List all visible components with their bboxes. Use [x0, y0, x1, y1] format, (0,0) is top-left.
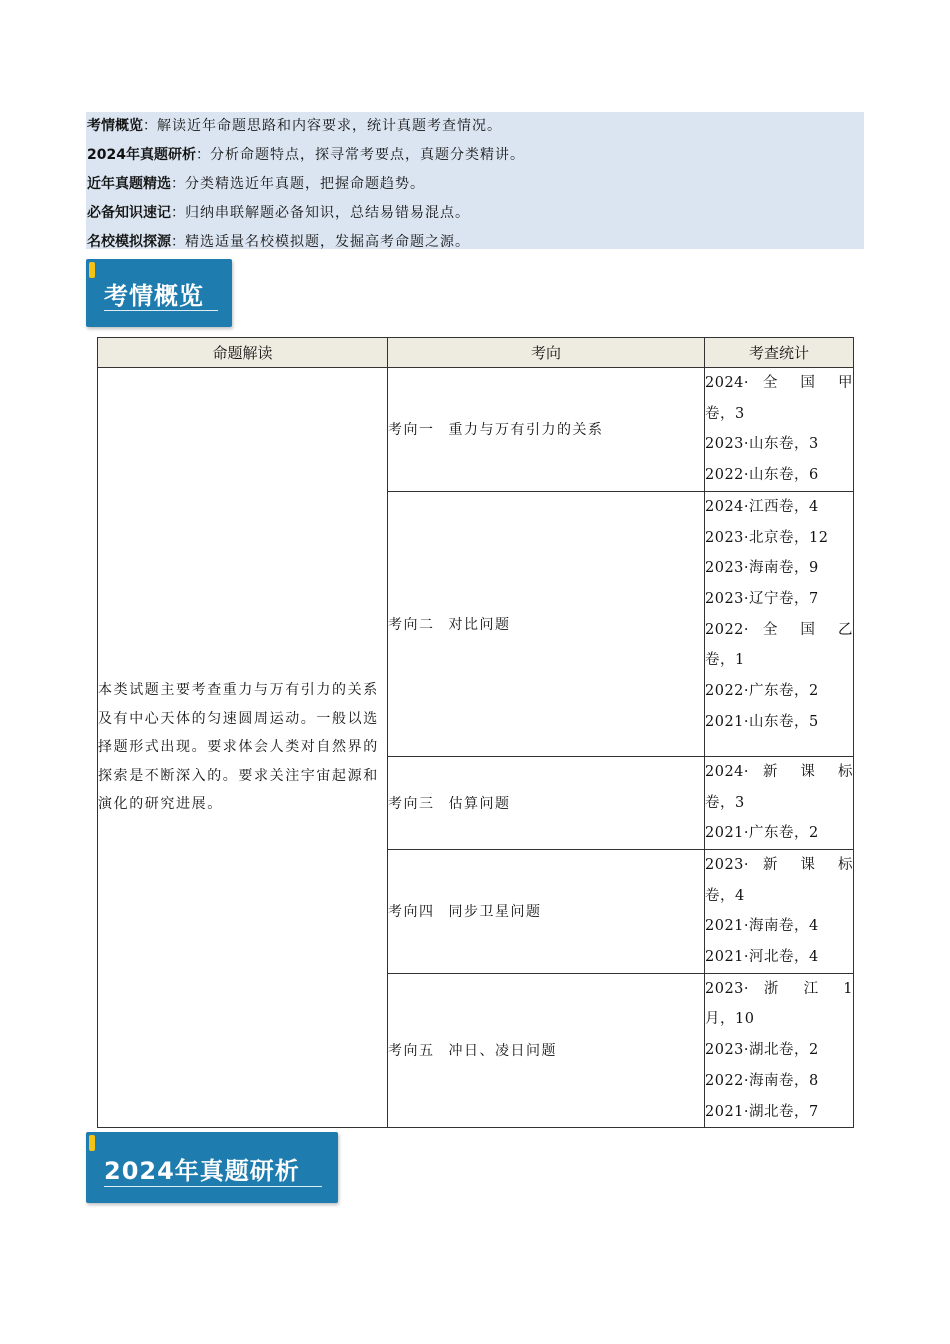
stat-line: 2023· 新 课 标: [705, 856, 853, 873]
header-interpretation: 命题解读: [98, 338, 388, 368]
stat-line: 2023·湖北卷，2: [705, 1042, 819, 1059]
stat-line: 2022·广东卷，2: [705, 683, 819, 700]
stat-line: 2021·广东卷，2: [705, 825, 819, 842]
banner-underline: [104, 1186, 322, 1187]
intro-sep: ：: [171, 205, 185, 221]
direction-cell: [388, 756, 705, 849]
stat-line: 卷，3: [705, 794, 745, 811]
stat-line: 月，10: [705, 1011, 755, 1028]
stat-line: 2024· 全 国 甲: [705, 375, 853, 391]
intro-sep: ：: [195, 147, 210, 163]
intro-row: [86, 170, 864, 199]
stat-line: 2023·海南卷，9: [705, 560, 819, 577]
intro-value: 精选适量名校模拟题，发掘高考命题之源。: [185, 234, 470, 250]
banner-accent: [89, 262, 95, 278]
stats-cell: [705, 849, 854, 973]
intro-panel: [86, 112, 864, 249]
banner-accent: [89, 1135, 95, 1151]
stat-line: 2024·江西卷，4: [705, 498, 819, 515]
intro-row: [86, 199, 864, 228]
intro-value: 分类精选近年真题，把握命题趋势。: [185, 176, 425, 192]
direction-topic: 估算问题: [448, 795, 511, 812]
intro-sep: ：: [171, 234, 185, 250]
stat-line: 2023·北京卷，12: [705, 529, 829, 546]
direction-cell: [388, 491, 705, 756]
stat-line: 卷，3: [705, 405, 745, 422]
stats-cell: [705, 491, 854, 756]
direction-topic: 冲日、凌日问题: [448, 1043, 557, 1060]
stat-line: 2021·山东卷，5: [705, 713, 819, 730]
stat-line: 2022·山东卷，6: [705, 467, 819, 484]
stat-line: 2023· 浙 江 1: [705, 980, 853, 997]
intro-value: 归纳串联解题必备知识，总结易错易混点。: [185, 205, 470, 221]
intro-key: 必备知识速记: [87, 205, 171, 221]
intro-key: 2024年真题研析: [87, 147, 196, 163]
intro-key: 考情概览: [87, 118, 143, 134]
stat-line: 2023·辽宁卷，7: [705, 590, 819, 607]
intro-row: [86, 141, 864, 170]
stat-line: 2022·海南卷，8: [705, 1072, 819, 1089]
direction-cell: [388, 973, 705, 1128]
header-statistics: 考查统计: [705, 338, 854, 368]
direction-topic: 对比问题: [448, 616, 511, 633]
direction-num: 考向二: [388, 616, 435, 633]
intro-value: 分析命题特点，探寻常考要点，真题分类精讲。: [209, 147, 525, 163]
section-banner-overview: [86, 259, 232, 327]
direction-num: 考向四: [388, 904, 435, 921]
direction-num: 考向三: [388, 795, 435, 812]
stat-line: 卷，1: [705, 652, 745, 669]
table-row: [98, 368, 854, 492]
direction-num: 考向一: [388, 422, 435, 439]
intro-row: [86, 228, 864, 257]
stats-cell: [705, 756, 854, 849]
interpretation-cell: 本类试题主要考查重力与万有引力的关系及有中心天体的匀速圆周运动。一般以选择题形式出现。要求体会人类对自然界的探索是不断深入的。要求关注宇宙起源和演化的研究进展。: [98, 368, 388, 1128]
direction-num: 考向五: [388, 1043, 435, 1060]
intro-row: [86, 112, 864, 141]
direction-cell: [388, 368, 705, 492]
intro-sep: ：: [171, 176, 185, 192]
banner-underline: [104, 310, 218, 311]
stat-line: 2023·山东卷，3: [705, 436, 819, 453]
stats-cell: [705, 973, 854, 1128]
header-direction: 考向: [388, 338, 705, 368]
stat-line: 2021·海南卷，4: [705, 918, 819, 935]
stat-line: 卷，4: [705, 887, 745, 904]
stat-line: 2024· 新 课 标: [705, 763, 853, 780]
intro-sep: ：: [143, 118, 157, 134]
direction-topic: 重力与万有引力的关系: [448, 422, 604, 439]
stats-cell: [705, 368, 854, 492]
direction-cell: [388, 849, 705, 973]
intro-key: 名校模拟探源: [87, 234, 171, 250]
stat-line: 2021·河北卷，4: [705, 949, 819, 966]
stat-line: 2021·湖北卷，7: [705, 1103, 819, 1120]
banner-title: 2024年真题研析: [104, 1157, 300, 1185]
intro-value: 解读近年命题思路和内容要求，统计真题考查情况。: [157, 118, 502, 134]
intro-key: 近年真题精选: [87, 176, 171, 192]
stat-line: 2022· 全 国 乙: [705, 621, 853, 638]
direction-topic: 同步卫星问题: [448, 904, 542, 921]
banner-title: 考情概览: [104, 282, 204, 310]
overview-table: [97, 337, 854, 1128]
section-banner-2024-analysis: [86, 1132, 338, 1203]
table-header-row: [98, 338, 854, 368]
